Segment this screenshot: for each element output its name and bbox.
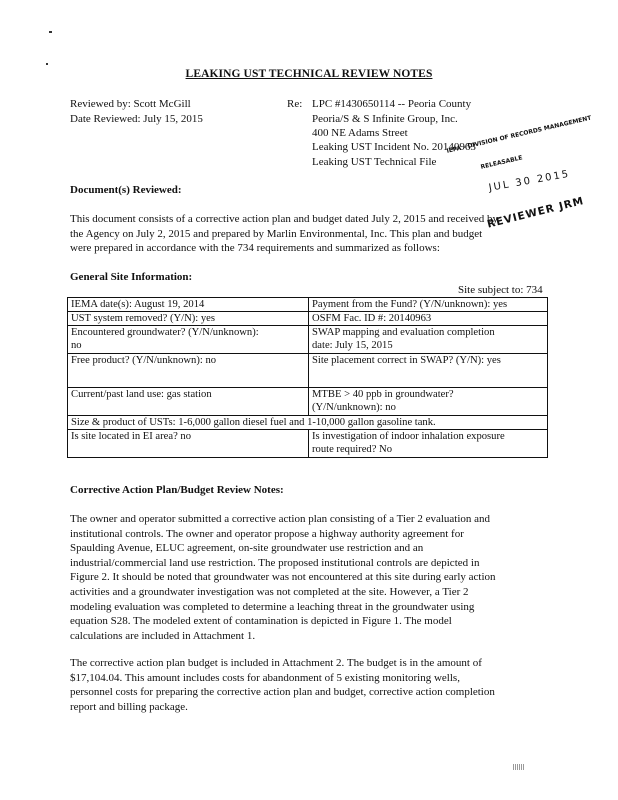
table-cell: Site placement correct in SWAP? (Y/N): yes: [309, 354, 548, 388]
cap-notes-paragraph-2: [70, 656, 550, 714]
reviewed-by: Reviewed by: Scott McGill: [70, 98, 191, 110]
documents-reviewed-heading: Document(s) Reviewed:: [70, 184, 182, 196]
cap-notes-paragraph-1: [70, 512, 550, 643]
text-line: Figure 2. It should be noted that groundwater was not encountered at this site during early action: [70, 571, 496, 584]
re-line: Leaking UST Incident No. 20140963: [312, 141, 476, 153]
records-stamp-line2: RELEASABLE: [480, 154, 524, 171]
table-cell: Is site located in EI area? no: [68, 430, 309, 458]
general-site-table: [67, 297, 548, 458]
text-line: modeling evaluation was completed to determine a leaching threat in the groundwater using: [70, 600, 475, 613]
re-line: Leaking UST Technical File: [312, 156, 437, 168]
table-cell: OSFM Fac. ID #: 20140963: [309, 312, 548, 326]
table-row: [68, 388, 548, 416]
table-cell: Size & product of USTs: 1-6,000 gallon diesel fuel and 1-10,000 gallon gasoline tank.: [68, 416, 548, 430]
table-cell: SWAP mapping and evaluation completion date: July 15, 2015: [309, 326, 548, 354]
reviewer-stamp: REVIEWER JRM: [486, 194, 586, 231]
text-line: This document consists of a corrective action plan and budget dated July 2, 2015 and received by: [70, 213, 498, 225]
table-row: [68, 354, 548, 388]
records-stamp-date: JUL 30 2015: [488, 168, 572, 194]
table-row: [68, 416, 548, 430]
re-label: Re:: [287, 98, 303, 110]
table-row: [68, 430, 548, 458]
table-cell: Encountered groundwater? (Y/N/unknown): no: [68, 326, 309, 354]
text-line: the Agency on July 2, 2015 and prepared by Marlin Environmental, Inc. This plan and budget: [70, 227, 483, 240]
site-subject-to: Site subject to: 734: [458, 284, 543, 296]
re-line: 400 NE Adams Street: [312, 127, 408, 139]
table-cell: Is investigation of indoor inhalation exposure route required? No: [309, 430, 548, 458]
records-stamp-line1: IEPA - DIVISION OF RECORDS MANAGEMENT: [446, 114, 593, 155]
text-line: The corrective action plan budget is included in Attachment 2. The budget is in the amount of: [70, 657, 482, 669]
text-line: calculations are included in Attachment 1.: [70, 629, 256, 642]
general-site-heading: General Site Information:: [70, 271, 193, 283]
table-cell: UST system removed? (Y/N): yes: [68, 312, 309, 326]
scan-speck: [46, 63, 48, 65]
text-line: activities and a groundwater investigation was not completed at the site. However, a Tier 2: [70, 585, 469, 598]
text-line: industrial/commercial land use restriction. The proposed institutional controls are depicted in: [70, 556, 480, 569]
table-row: [68, 298, 548, 312]
re-line: Peoria/S & S Infinite Group, Inc.: [312, 113, 458, 125]
documents-reviewed-text: [70, 212, 550, 256]
table-cell: Free product? (Y/N/unknown): no: [68, 354, 309, 388]
page-scan-mark: [513, 764, 525, 770]
text-line: were prepared in accordance with the 734 requirements and summarized as follows:: [70, 242, 440, 255]
scan-speck: [49, 31, 52, 33]
text-line: personnel costs for preparing the corrective action plan and budget, corrective action completion: [70, 686, 495, 699]
cap-notes-heading: Corrective Action Plan/Budget Review Notes:: [70, 484, 284, 496]
text-line: institutional controls. The owner and operator propose a highway authority agreement for: [70, 527, 464, 540]
table-row: [68, 326, 548, 354]
text-line: equation S28. The modeled extent of contamination is depicted in Figure 1. The model: [70, 615, 452, 628]
date-reviewed: Date Reviewed: July 15, 2015: [70, 113, 203, 125]
table-cell: MTBE > 40 ppb in groundwater? (Y/N/unknown): no: [309, 388, 548, 416]
table-cell: Current/past land use: gas station: [68, 388, 309, 416]
text-line: The owner and operator submitted a corrective action plan consisting of a Tier 2 evaluation and: [70, 513, 491, 525]
table-cell: IEMA date(s): August 19, 2014: [68, 298, 309, 312]
text-line: Spaulding Avenue, ELUC agreement, on-site groundwater use restriction and an: [70, 542, 424, 555]
text-line: $17,104.04. This amount includes costs for abandonment of 5 existing monitoring wells,: [70, 671, 460, 684]
table-cell: Payment from the Fund? (Y/N/unknown): yes: [309, 298, 548, 312]
re-line: LPC #1430650114 -- Peoria County: [312, 98, 472, 110]
document-title: LEAKING UST TECHNICAL REVIEW NOTES: [185, 68, 433, 80]
text-line: report and billing package.: [70, 700, 188, 713]
table-row: [68, 312, 548, 326]
